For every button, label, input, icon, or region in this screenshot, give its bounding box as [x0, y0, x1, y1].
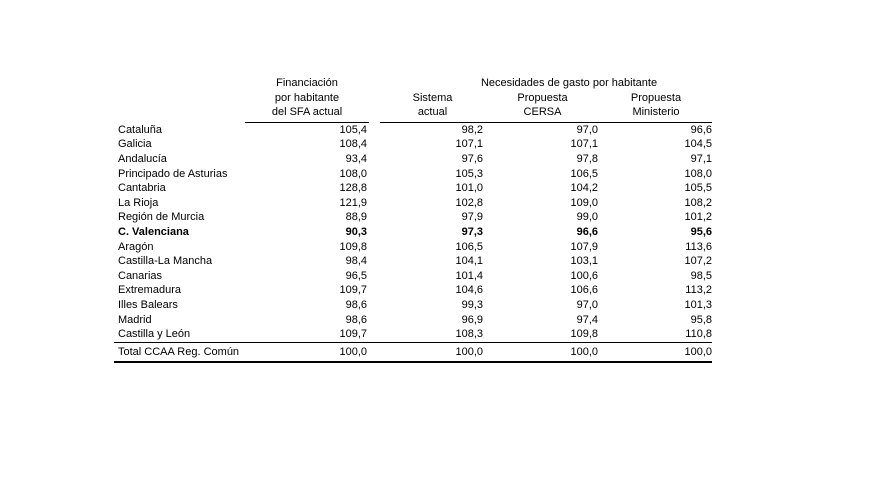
- region-column-header-empty: [114, 91, 245, 106]
- table-body: [114, 122, 712, 342]
- value-propuesta-cersa: 106,6: [570, 284, 598, 297]
- column-gap: [369, 313, 380, 328]
- header-row-3: [114, 105, 712, 122]
- value-sistema-actual: 97,9: [461, 211, 483, 224]
- value-sfa-actual: 108,4: [339, 138, 367, 151]
- table-row: [114, 152, 712, 167]
- value-propuesta-ministerio: 113,2: [685, 284, 712, 297]
- table-row: [114, 313, 712, 328]
- value-propuesta-ministerio: 108,2: [684, 196, 712, 209]
- value-propuesta-ministerio: 105,5: [684, 182, 712, 195]
- table-row: [114, 137, 712, 152]
- cersa-header-line2: CERSA: [485, 105, 600, 122]
- value-propuesta-cersa: 100,6: [570, 269, 598, 282]
- value-sfa-actual: 88,9: [345, 211, 367, 224]
- table-row: [114, 240, 712, 255]
- table-header: [114, 76, 712, 122]
- ministerio-header-line1: Propuesta: [630, 91, 682, 104]
- column-gap: [369, 137, 380, 152]
- ministerio-header-line2: Ministerio: [600, 105, 712, 122]
- value-propuesta-cersa: 97,8: [576, 152, 598, 165]
- column-gap: [369, 342, 380, 362]
- region-name: Canarias: [118, 269, 163, 282]
- table-row: [114, 122, 712, 137]
- value-propuesta-cersa: 104,2: [570, 182, 598, 195]
- region-name: Andalucía: [118, 152, 167, 165]
- value-propuesta-ministerio: 104,5: [684, 138, 712, 151]
- column-gap: [369, 181, 380, 196]
- table-row: [114, 225, 712, 240]
- value-sfa-actual: 98,6: [345, 313, 367, 326]
- value-propuesta-ministerio: 98,5: [690, 269, 712, 282]
- column-gap: [369, 240, 380, 255]
- value-sistema-actual: 101,4: [455, 269, 483, 282]
- region-name: Galicia: [118, 138, 152, 151]
- value-propuesta-cersa: 103,1: [570, 255, 598, 268]
- column-gap: [369, 76, 380, 91]
- value-sfa-actual: 128,8: [339, 182, 367, 195]
- total-value-sistema-actual: 100,0: [380, 342, 485, 362]
- value-sistema-actual: 102,8: [455, 196, 483, 209]
- value-sfa-actual: 96,5: [345, 269, 367, 282]
- financing-header-line1: Financiación: [276, 77, 338, 89]
- value-propuesta-ministerio: 96,6: [690, 123, 712, 136]
- value-sistema-actual: 106,5: [455, 240, 483, 253]
- region-name: Principado de Asturias: [118, 167, 228, 180]
- cersa-header-line1: Propuesta: [517, 91, 568, 104]
- group-header-necesidades: Necesidades de gasto por habitante: [480, 77, 658, 89]
- value-propuesta-cersa: 107,1: [570, 138, 598, 151]
- financing-needs-table: [114, 76, 712, 363]
- value-sfa-actual: 98,6: [345, 298, 367, 311]
- value-propuesta-ministerio: 95,6: [690, 225, 712, 238]
- value-propuesta-ministerio: 107,2: [684, 255, 712, 268]
- column-gap: [369, 283, 380, 298]
- region-name: Castilla y León: [118, 328, 191, 341]
- value-sistema-actual: 96,9: [461, 313, 483, 326]
- value-propuesta-ministerio: 101,2: [684, 211, 712, 224]
- value-propuesta-cersa: 96,6: [576, 225, 598, 238]
- value-propuesta-cersa: 107,9: [570, 240, 598, 253]
- value-sfa-actual: 105,4: [339, 123, 367, 136]
- table-row: [114, 196, 712, 211]
- value-sfa-actual: 98,4: [345, 255, 367, 268]
- table-row: [114, 254, 712, 269]
- region-name: Madrid: [118, 313, 152, 326]
- value-sfa-actual: 109,7: [339, 284, 367, 297]
- financing-header-line3: del SFA actual: [245, 105, 369, 122]
- value-propuesta-ministerio: 113,6: [685, 240, 712, 253]
- table-row: [114, 327, 712, 342]
- column-gap: [369, 269, 380, 284]
- value-sistema-actual: 97,3: [461, 225, 483, 238]
- value-sfa-actual: 93,4: [345, 152, 367, 165]
- value-sistema-actual: 107,1: [455, 138, 483, 151]
- value-propuesta-cersa: 109,8: [570, 328, 598, 341]
- value-propuesta-ministerio: 95,8: [690, 313, 712, 326]
- total-row: [114, 342, 712, 362]
- column-gap: [369, 196, 380, 211]
- column-gap: [369, 298, 380, 313]
- value-propuesta-cersa: 99,0: [576, 211, 598, 224]
- total-label: Total CCAA Reg. Común: [114, 342, 245, 362]
- total-value-sfa: 100,0: [245, 342, 369, 362]
- value-propuesta-cersa: 97,0: [576, 123, 598, 136]
- value-sfa-actual: 109,8: [339, 240, 367, 253]
- value-propuesta-cersa: 109,0: [570, 196, 598, 209]
- value-propuesta-cersa: 97,0: [576, 298, 598, 311]
- header-row-2: [114, 91, 712, 106]
- region-name: Cantabria: [118, 182, 166, 195]
- table-row: [114, 298, 712, 313]
- region-name: Extremadura: [118, 284, 181, 297]
- value-propuesta-cersa: 97,4: [576, 313, 598, 326]
- column-gap: [369, 105, 380, 122]
- value-sistema-actual: 108,3: [455, 328, 483, 341]
- value-sistema-actual: 104,6: [455, 284, 483, 297]
- column-gap: [369, 152, 380, 167]
- header-row-1: [114, 76, 712, 91]
- value-sistema-actual: 98,2: [461, 123, 483, 136]
- value-sfa-actual: 90,3: [345, 225, 367, 238]
- table-row: [114, 269, 712, 284]
- region-name: C. Valenciana: [118, 225, 189, 238]
- column-gap: [369, 225, 380, 240]
- value-sfa-actual: 109,7: [339, 328, 367, 341]
- table-row: [114, 167, 712, 182]
- table-row: [114, 181, 712, 196]
- sistema-header-line2: actual: [380, 105, 485, 122]
- table-row: [114, 283, 712, 298]
- value-sistema-actual: 97,6: [461, 152, 483, 165]
- region-name: Aragón: [118, 240, 154, 253]
- table-row: [114, 210, 712, 225]
- region-name: Illes Balears: [118, 298, 178, 311]
- column-gap: [369, 210, 380, 225]
- column-gap: [369, 91, 380, 106]
- region-column-header-empty: [114, 76, 245, 91]
- value-sistema-actual: 101,0: [455, 182, 483, 195]
- region-name: Castilla-La Mancha: [118, 255, 213, 268]
- column-gap: [369, 327, 380, 342]
- financing-header-line2: por habitante: [274, 91, 340, 104]
- value-propuesta-ministerio: 110,8: [685, 328, 712, 341]
- column-gap: [369, 122, 380, 137]
- value-sistema-actual: 99,3: [461, 298, 483, 311]
- total-value-propuesta-cersa: 100,0: [485, 342, 600, 362]
- value-sistema-actual: 104,1: [455, 255, 483, 268]
- column-gap: [369, 167, 380, 182]
- value-sfa-actual: 108,0: [339, 167, 367, 180]
- value-propuesta-ministerio: 97,1: [690, 152, 712, 165]
- value-sistema-actual: 105,3: [455, 167, 483, 180]
- value-propuesta-cersa: 106,5: [570, 167, 598, 180]
- table-footer: [114, 342, 712, 362]
- column-gap: [369, 254, 380, 269]
- value-propuesta-ministerio: 101,3: [684, 298, 712, 311]
- value-propuesta-ministerio: 108,0: [684, 167, 712, 180]
- total-value-propuesta-ministerio: 100,0: [600, 342, 712, 362]
- region-name: La Rioja: [118, 196, 159, 209]
- value-sfa-actual: 121,9: [339, 196, 367, 209]
- region-name: Cataluña: [118, 123, 163, 136]
- region-column-header-empty: [114, 105, 245, 122]
- sistema-header-line1: Sistema: [412, 91, 453, 104]
- region-name: Región de Murcia: [118, 211, 205, 224]
